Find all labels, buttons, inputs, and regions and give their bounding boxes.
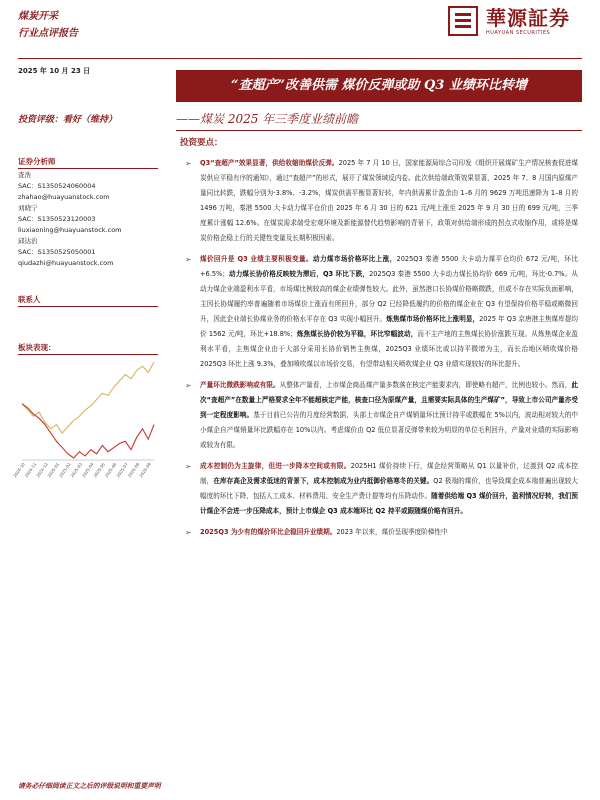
analysts-title: 证券分析师 (18, 157, 56, 166)
paragraph-heading: 煤价回升是 Q3 业绩主要积极变量。 (200, 255, 313, 263)
chart-series-line-0 (22, 362, 154, 433)
chart-x-tick-label: 2024-10 (12, 461, 26, 479)
analyst-name: 刘晓宁 (18, 204, 38, 212)
paragraph-text: 2025 年 7 月 10 日，国家能源局综合司印发《组织开展煤矿生产情况核查促进煤炭供应平稳有序的通知》，通过“查超产”的形式，展开了煤炭领域反内卷。此次供给端政策效果显著，2025 年 7、8 月国内原煤产量同比转跌，跌幅分别为-3.8%、-3.2%，煤炭供需平衡显著好转，年内供需累计盈余由 1–6 月的 9629 万吨迅速降为 1–8 月的 1496 万吨，秦港 5500 大卡动力煤平仓价由 2025 年 6 月 30 日的 621 元/吨上涨至 2025 年 9 月 30 日的 699 元/吨，三季度累计涨幅 12.6%。在煤炭需求端受宏观环境及新能源替代趋势影响的背景下，政策对供给端形成的拐点式收缩作用，或将是煤炭价格企稳上行的关键性变量及长期积极因素。 (200, 159, 578, 242)
industry-category: 煤炭开采 (18, 11, 58, 22)
footer-disclaimer: 请务必仔细阅读正文之后的评级说明和重要声明 (18, 782, 161, 790)
analyst-list (18, 170, 122, 269)
analyst-name: 邱达治 (18, 237, 38, 245)
analyst-sac: SAC：S1350524060004 (18, 182, 96, 190)
analyst-email[interactable]: liuxiaoning@huayuanstock.com (18, 226, 122, 234)
emphasis-text: 动力煤长协价格反映较为滞后，Q3 环比下跌， (228, 270, 370, 278)
chart-x-tick-label: 2025-01 (46, 461, 61, 479)
key-point-paragraph (182, 378, 578, 453)
emphasis-text: 炼焦煤长协价较为平稳，环比窄幅波动， (296, 330, 418, 338)
analyst-sac: SAC：S1350525050001 (18, 248, 96, 256)
paragraph-text: 而不主产地的主焦煤长协价涨跌互现。从炼焦煤企业盈利水平看，主焦煤企业由于大部分采用长协价销售主焦煤，2025Q3 业绩环比或以持平微增为主，而长治地区喷吹煤价格 2025Q3 环比上涨 9.3%，叠加喷吹煤以市场价交易，有望带动相关喷吹煤企业 Q3 业绩实现较好的环比提升。 (200, 330, 579, 368)
sector-performance-title: 板块表现： (18, 343, 56, 352)
key-points-title: 投资要点： (180, 138, 223, 148)
paragraph-heading: 2025Q3 为少有的煤价环比企稳回升业绩期。 (200, 528, 337, 536)
chart-x-tick-label: 2025-04 (80, 461, 95, 479)
paragraph-text: 2025Q3 秦港 5500 大卡动力煤平仓均价 672 元/吨，环比+6.5%； (200, 255, 578, 278)
emphasis-text: 随着供给端 Q3 煤价回升，盈利情况好转，我们预计煤企不会进一步压降成本，预计上市煤企 Q3 成本端环比 Q2 持平或跟随煤价略有回升。 (200, 492, 578, 515)
paragraph-text: 从整体产量看，上市煤企商品煤产量多数落在核定产能要求内，即使略有超产，比例也较小。然而， (279, 381, 572, 389)
key-point-paragraph (182, 156, 578, 246)
contact-title: 联系人 (18, 295, 41, 304)
emphasis-text: 此次“查超产”在数量上严格要求全年不能超核定产能，核查口径为原煤产量，且需要实际具体的生产煤矿”，导致上市公司产量亦受到一定程度影响。 (200, 381, 579, 419)
header-divider (18, 58, 582, 59)
analyst-email[interactable]: zhahao@huayuanstock.com (18, 193, 110, 201)
bullet-arrow-icon: ➢ (185, 159, 192, 168)
chart-x-tick-label: 2025-03 (69, 461, 84, 479)
bullet-arrow-icon: ➢ (185, 255, 192, 264)
chart-x-tick-label: 2024-12 (35, 461, 49, 479)
analyst-email[interactable]: qiudazhi@huayuanstock.com (18, 259, 114, 267)
sidebar-divider (18, 168, 158, 169)
company-logo (448, 6, 570, 36)
paragraph-text: 2023 年以来，煤价呈现季度阶梯性中 (336, 528, 448, 536)
bullet-arrow-icon: ➢ (185, 462, 192, 471)
header-left (18, 8, 78, 42)
report-date: 2025 年 10 月 23 日 (18, 67, 91, 75)
key-points-body (182, 156, 578, 546)
paragraph-heading: 产量环比微跌影响或有限。 (200, 381, 280, 389)
chart-x-tick-label: 2025-08 (126, 461, 141, 479)
emphasis-text: 炼焦煤市场价格环比上涨明显， (386, 315, 480, 323)
paragraph-text: 2025Q3 秦港 5500 大卡动力煤长协均价 669 元/吨，环比-0.7%。从动力煤企业端盈利水平看，市场煤比例较高的煤企业绩弹性较大。此外，虽然港口长协煤价格略微跌，但或不存在实际负面影响，主因长协煤履约率普遍随着市场煤价上涨而有所回升，部分 Q2 已经降低履约的价格的煤企业在 Q3 有望保持价格平稳或略微回升，因此企业端长协煤业务的价格水平存在 Q3 实现小幅回升。 (200, 270, 578, 323)
sidebar-divider (18, 354, 158, 355)
rating-value: 看好（维持） (63, 115, 118, 125)
bullet-arrow-icon: ➢ (185, 528, 192, 537)
report-title-banner: “查超产”改善供需 煤价反弹或助 Q3 业绩环比转增 (176, 70, 582, 102)
report-subtitle: ——煤炭 2025 年三季度业绩前瞻 (176, 112, 359, 126)
report-type: 行业点评报告 (18, 28, 78, 39)
paragraph-text: 2025 年 Q3 京唐港主焦煤库提均价 1562 元/吨，环比+18.8%； (200, 315, 579, 338)
key-point-paragraph (182, 525, 578, 540)
analyst-name: 查浩 (18, 171, 31, 179)
emphasis-text: 在库存高企及需求低迷的背景下，成本控制成为业内抵御价格寒冬的关键。 (213, 477, 434, 485)
chart-x-tick-label: 2025-02 (57, 461, 72, 479)
paragraph-heading: Q3“查超产”效果显著，供给收缩助煤价反弹。 (200, 159, 339, 167)
title-divider (176, 130, 582, 131)
chart-x-tick-label: 2025-06 (103, 461, 118, 479)
key-point-paragraph (182, 459, 578, 519)
sector-performance-chart (12, 358, 158, 493)
chart-x-tick-label: 2025-07 (115, 461, 129, 479)
chart-series-line-1 (22, 404, 154, 458)
chart-x-tick-label: 2025-05 (92, 461, 107, 479)
analyst-sac: SAC：S1350523120003 (18, 215, 96, 223)
sidebar-divider (18, 306, 158, 307)
chart-x-tick-label: 2024-11 (23, 461, 38, 479)
investment-rating (18, 112, 117, 125)
chart-x-tick-label: 2025-09 (138, 461, 152, 479)
logo-seal-icon (448, 6, 478, 36)
paragraph-heading: 成本控制仍为主旋律，但进一步降本空间或有限。 (200, 462, 351, 470)
bullet-arrow-icon: ➢ (185, 381, 192, 390)
paragraph-text: 基于目前已公告的月度经营数据，头部上市煤企自产煤销量环比预计持平或跌幅在 5%以内，波动相对较大的中小煤企自产煤销量环比跌幅亦在 10%以内。考虑煤价由 Q2 低位显著反弹带来较为明显的单位毛利回升，产量对业绩的实际影响或较为有限。 (200, 411, 579, 449)
logo-chinese-name: 華源証券 (486, 6, 570, 30)
key-point-paragraph (182, 252, 578, 372)
paragraph-text: Q2 极端的煤价，也导致煤企成本端普遍出现较大幅度的环比下降，包括人工成本、材料费用、安全生产费计提等均有压降动作。 (200, 477, 579, 500)
paragraph-text: 2025H1 煤价持续下行，煤企经营策略从 Q1 以量补价，过渡到 Q2 成本控制， (200, 462, 579, 485)
emphasis-text: 动力煤市场价格环比上涨， (312, 255, 397, 263)
rating-label: 投资评级： (18, 115, 64, 125)
logo-english-name: HUAYUAN SECURITIES (486, 30, 551, 36)
